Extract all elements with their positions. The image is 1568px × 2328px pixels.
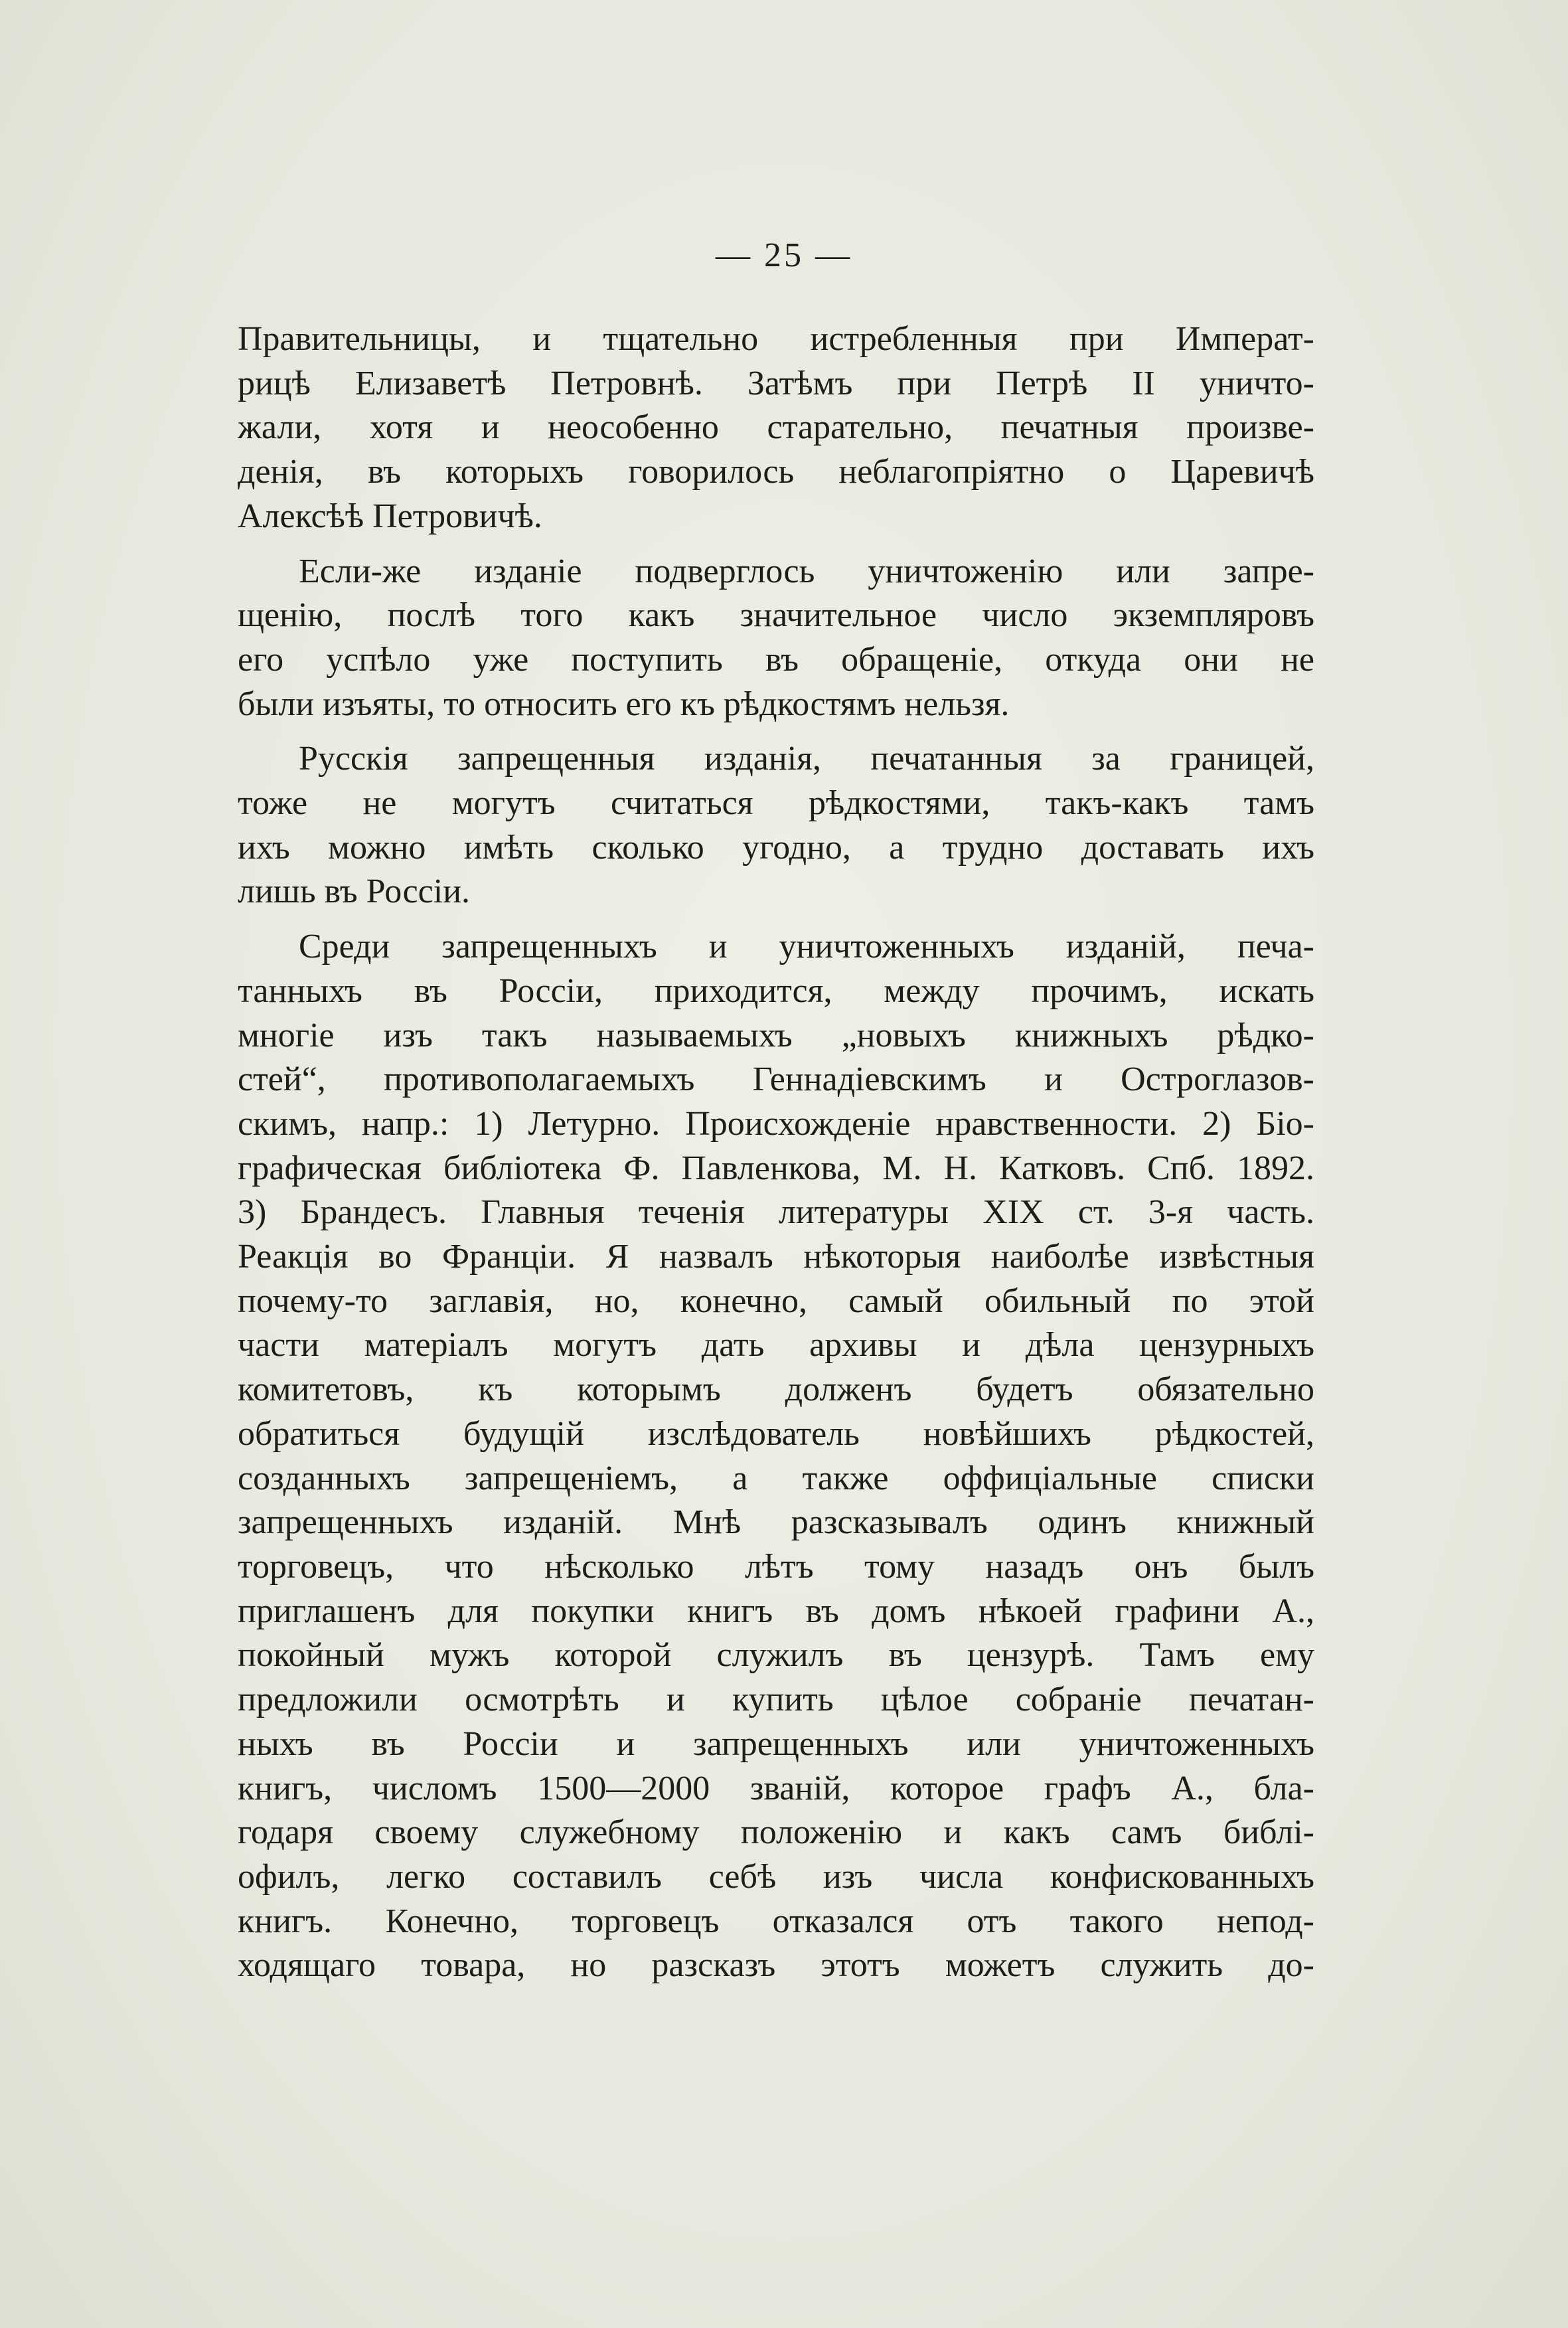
text-line: стей“, противополагаемыхъ Геннадіевскимъ и Остроглазов- — [238, 1060, 1314, 1099]
text-line: книгъ, числомъ 1500—2000 званій, котороe графъ А., бла- — [238, 1769, 1314, 1807]
text-line: ихъ можно имѣть сколько угодно, а трудно доставать ихъ — [238, 828, 1314, 867]
text-line: Русскія запрещенныя изданія, печатанныя за границей, — [299, 740, 1314, 778]
text-line: его успѣло уже поступить въ обращеніе, откуда они не — [238, 640, 1314, 679]
text-line: денія, въ которыхъ говорилось неблагопріятно о Царевичѣ — [238, 453, 1314, 491]
text-line: Алексѣѣ Петровичѣ. — [238, 497, 542, 535]
text-line: приглашенъ для покупки книгъ въ домъ нѣкоей графини А., — [238, 1592, 1314, 1630]
text-line: созданныхъ запрещеніемъ, а также оффиціальные списки — [238, 1459, 1314, 1497]
text-line: комитетовъ, къ которымъ долженъ будетъ обязательно — [238, 1371, 1314, 1409]
text-line: Если-же изданіе подверглось уничтоженію или запре- — [299, 552, 1314, 590]
text-line: почему-то заглавія, но, конечно, самый обильный по этой — [238, 1282, 1314, 1320]
paragraph — [238, 550, 1314, 727]
text-line: покойный мужъ которой служилъ въ цензурѣ. Тамъ ему — [238, 1636, 1314, 1675]
text-line: Правительницы, и тщательно истребленныя при Императ- — [238, 320, 1314, 358]
text-line: графическая библіотека Ф. Павленкова, М. Н. Катковъ. Спб. 1892. — [238, 1149, 1314, 1187]
text-line: были изъяты, то относить его къ рѣдкостямъ нельзя. — [238, 685, 1010, 723]
text-line: книгъ. Конечно, торговецъ отказался отъ такого непод- — [238, 1902, 1314, 1940]
text-line: лишь въ Россіи. — [238, 873, 471, 911]
text-line: обратиться будущій изслѣдователь новѣйшихъ рѣдкостей, — [238, 1414, 1314, 1453]
body-text — [238, 317, 1314, 1988]
text-line: Среди запрещенныхъ и уничтоженныхъ изданій, печа- — [299, 928, 1314, 966]
text-line: скимъ, напр.: 1) Летурно. Происхожденіе нравственности. 2) Біо- — [238, 1104, 1314, 1143]
paragraph — [238, 737, 1314, 914]
text-line: ныхъ въ Россіи и запрещенныхъ или уничтоженныхъ — [238, 1724, 1314, 1763]
text-line: тоже не могутъ считаться рѣдкостями, такъ-какъ тамъ — [238, 784, 1314, 823]
text-line: части матеріалъ могутъ дать архивы и дѣла цензурныхъ — [238, 1326, 1314, 1365]
text-line: ходящаго товара, но разсказъ этотъ можетъ служить до- — [238, 1946, 1314, 1985]
text-line: танныхъ въ Россіи, приходится, между прочимъ, искать — [238, 971, 1314, 1010]
text-line: Реакція во Франціи. Я назвалъ нѣкоторыя наиболѣе извѣстныя — [238, 1238, 1314, 1276]
text-line: годаря своему служебному положенію и какъ самъ библі- — [238, 1813, 1314, 1852]
text-line: многіе изъ такъ называемыхъ „новыхъ книжныхъ рѣдко- — [238, 1016, 1314, 1054]
text-line: 3) Брандесъ. Главныя теченія литературы XIX ст. 3-я часть. — [238, 1193, 1314, 1232]
text-line: офилъ, легко составилъ себѣ изъ числа конфискованныхъ — [238, 1857, 1314, 1896]
page-number: — 25 — — [716, 236, 852, 274]
text-line: торговецъ, что нѣсколько лѣтъ тому назадъ онъ былъ — [238, 1547, 1314, 1586]
text-line: предложили осмотрѣть и купить цѣлое собраніе печатан- — [238, 1681, 1314, 1719]
text-line: щенію, послѣ того какъ значительное число экземпляровъ — [238, 596, 1314, 635]
text-line: жали, хотя и неособенно старательно, печатныя произве- — [238, 408, 1314, 447]
paragraph — [238, 317, 1314, 539]
paragraph — [238, 925, 1314, 1988]
text-line: запрещенныхъ изданій. Мнѣ разсказывалъ одинъ книжный — [238, 1503, 1314, 1542]
text-line: рицѣ Елизаветѣ Петровнѣ. Затѣмъ при Петрѣ II уничто- — [238, 364, 1314, 402]
